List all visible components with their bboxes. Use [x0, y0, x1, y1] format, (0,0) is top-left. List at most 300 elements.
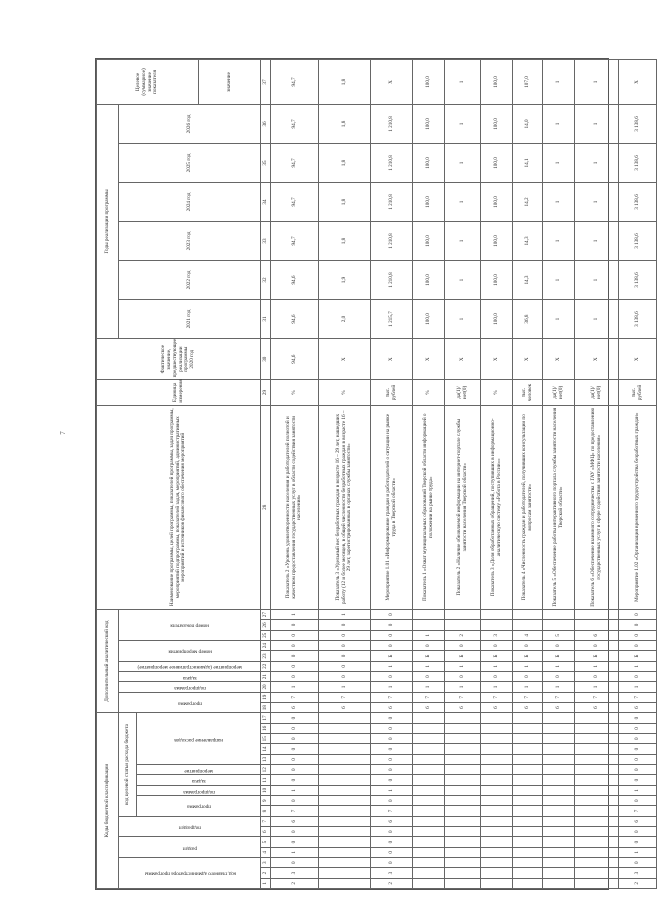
- code-digit: 1: [445, 682, 481, 692]
- column-number: 1: [261, 878, 271, 888]
- code-digit: [413, 734, 445, 744]
- code-digit: 7: [271, 692, 319, 702]
- code-digit: [575, 609, 619, 619]
- code-digit: 0: [271, 744, 319, 754]
- code-digit: 0: [619, 609, 657, 619]
- row-year-value: 2,0: [319, 300, 371, 339]
- code-digit: 6: [619, 816, 657, 826]
- code-digit: 6: [371, 816, 413, 826]
- header-year: 2022 год: [119, 261, 261, 300]
- code-digit: 0: [271, 796, 319, 806]
- row-year-value: 1: [575, 104, 619, 143]
- code-digit: [481, 734, 513, 744]
- row-year-value: 1: [445, 261, 481, 300]
- code-digit: [513, 723, 543, 733]
- code-digit: 1: [481, 661, 513, 671]
- code-digit: 1: [575, 661, 619, 671]
- code-digit: [319, 868, 371, 878]
- code-digit: 1: [371, 682, 413, 692]
- code-digit: [445, 775, 481, 785]
- code-digit: [481, 837, 513, 847]
- code-digit: [319, 796, 371, 806]
- code-digit: [513, 713, 543, 723]
- code-digit: 0: [319, 620, 371, 630]
- code-digit: 1: [319, 609, 371, 619]
- code-digit: 1: [481, 682, 513, 692]
- code-digit: [575, 754, 619, 764]
- row-year-value: 3 138,6: [619, 221, 657, 260]
- row-target: 100,0: [413, 60, 445, 105]
- code-digit: 6: [575, 702, 619, 712]
- row-factual: Х: [619, 339, 657, 380]
- code-digit: 0: [319, 630, 371, 640]
- column-number: 16: [261, 723, 271, 733]
- code-digit: [481, 847, 513, 857]
- code-digit: 3: [271, 868, 319, 878]
- code-digit: [481, 609, 513, 619]
- column-number: 25: [261, 630, 271, 640]
- page-number: 7: [58, 431, 67, 435]
- column-number: 23: [261, 651, 271, 661]
- column-number: 4: [261, 847, 271, 857]
- code-digit: 0: [371, 620, 413, 630]
- code-digit: [445, 744, 481, 754]
- code-digit: [413, 827, 445, 837]
- column-number: 35: [261, 143, 271, 182]
- code-digit: [319, 827, 371, 837]
- row-year-value: 1 210,8: [371, 261, 413, 300]
- code-digit: 2: [371, 878, 413, 888]
- code-digit: 7: [575, 692, 619, 702]
- code-digit: [413, 620, 445, 630]
- code-digit: 1: [271, 682, 319, 692]
- header-budget-codes: Коды бюджетной классификации: [97, 713, 119, 889]
- row-year-value: 100,0: [413, 261, 445, 300]
- code-digit: [575, 723, 619, 733]
- column-number: 18: [261, 702, 271, 712]
- code-digit: 0: [371, 827, 413, 837]
- code-digit: 6: [513, 702, 543, 712]
- row-year-value: 1: [575, 182, 619, 221]
- column-number: 9: [261, 796, 271, 806]
- code-digit: 3: [619, 868, 657, 878]
- row-target: 1: [575, 60, 619, 105]
- row-year-value: 3 138,6: [619, 182, 657, 221]
- code-digit: 0: [445, 671, 481, 681]
- code-digit: 0: [319, 661, 371, 671]
- code-digit: [513, 744, 543, 754]
- code-digit: 0: [619, 744, 657, 754]
- code-digit: [543, 620, 575, 630]
- code-digit: [413, 847, 445, 857]
- row-unit: тыс. рублей: [619, 380, 657, 405]
- code-digit: 1: [319, 682, 371, 692]
- code-digit: 7: [271, 806, 319, 816]
- row-name: Показатель 2 «Наличие обновляемой информации на интернет-портале службы занятости населения Тверской области»: [445, 405, 481, 609]
- code-digit: 0: [371, 796, 413, 806]
- program-indicators-table: [96, 59, 657, 889]
- code-digit: 0: [371, 744, 413, 754]
- column-number: 27: [261, 609, 271, 619]
- row-year-value: 100,0: [481, 182, 513, 221]
- row-unit: тыс. рублей: [371, 380, 413, 405]
- row-unit: да(1)/ нет(0): [543, 380, 575, 405]
- column-number: 13: [261, 754, 271, 764]
- header-program: программа: [137, 796, 261, 817]
- code-digit: 0: [371, 847, 413, 857]
- code-digit: 0: [619, 734, 657, 744]
- code-digit: [513, 847, 543, 857]
- row-name: Показатель 5 «Обеспечение работы интерактивного портала службы занятости населения Тверской области»: [543, 405, 575, 609]
- column-number: 31: [261, 300, 271, 339]
- code-digit: 1: [619, 785, 657, 795]
- code-digit: 0: [271, 661, 319, 671]
- code-digit: 0: [371, 723, 413, 733]
- header-subsection: подраздел: [119, 816, 261, 837]
- code-digit: 0: [271, 651, 319, 661]
- column-number: 7: [261, 816, 271, 826]
- row-unit: тыс. человек: [513, 380, 543, 405]
- code-digit: 0: [271, 723, 319, 733]
- code-digit: [481, 868, 513, 878]
- row-year-value: 100,0: [481, 143, 513, 182]
- header-admin: код главного администратора программы: [119, 858, 261, 889]
- row-year-value: 100,0: [413, 143, 445, 182]
- header-factual: Фактическое значение, предшествующее реализации программы 2020 год: [97, 339, 261, 380]
- column-number: 17: [261, 713, 271, 723]
- code-digit: [445, 734, 481, 744]
- code-digit: 6: [371, 702, 413, 712]
- code-digit: 6: [445, 702, 481, 712]
- code-digit: [445, 806, 481, 816]
- code-digit: [445, 609, 481, 619]
- row-year-value: 100,0: [481, 221, 513, 260]
- column-number: 8: [261, 806, 271, 816]
- header-subprogram: подпрограмма: [137, 785, 261, 795]
- row-unit: %: [481, 380, 513, 405]
- code-digit: [445, 837, 481, 847]
- column-number: 24: [261, 640, 271, 650]
- code-digit: [413, 806, 445, 816]
- code-digit: 1: [413, 630, 445, 640]
- row-year-value: 1 210,8: [371, 182, 413, 221]
- code-digit: [319, 858, 371, 868]
- header-an-measure-number: номер мероприятия: [119, 640, 261, 661]
- row-name: Показатель 1 «Охват муниципальных образований Тверской области информацией о положении на рынке труда»: [413, 405, 445, 609]
- code-digit: 0: [413, 671, 445, 681]
- code-digit: [445, 858, 481, 868]
- code-digit: Б: [513, 651, 543, 661]
- code-digit: [543, 816, 575, 826]
- code-digit: [575, 620, 619, 630]
- rotated-table-frame: [95, 58, 643, 890]
- column-number: 30: [261, 339, 271, 380]
- code-digit: [445, 827, 481, 837]
- code-digit: [445, 754, 481, 764]
- header-unit: Единица измерения: [97, 380, 261, 405]
- code-digit: 1: [413, 682, 445, 692]
- code-digit: [575, 847, 619, 857]
- code-digit: [481, 620, 513, 630]
- code-digit: Б: [543, 651, 575, 661]
- table-row: [513, 60, 543, 889]
- code-digit: 0: [271, 630, 319, 640]
- row-year-value: 1 210,8: [371, 221, 413, 260]
- code-digit: [413, 765, 445, 775]
- code-digit: 1: [445, 661, 481, 671]
- code-digit: [481, 765, 513, 775]
- header-year: 2024 год: [119, 182, 261, 221]
- code-digit: 0: [319, 640, 371, 650]
- code-digit: 6: [271, 816, 319, 826]
- row-year-value: 1: [575, 221, 619, 260]
- row-year-value: 3 138,6: [619, 300, 657, 339]
- column-number: 28: [261, 405, 271, 609]
- code-digit: 0: [445, 640, 481, 650]
- code-digit: 1: [619, 661, 657, 671]
- column-number: 2: [261, 868, 271, 878]
- code-digit: 1: [413, 661, 445, 671]
- row-target: 1: [445, 60, 481, 105]
- code-digit: [481, 754, 513, 764]
- code-digit: 0: [619, 713, 657, 723]
- program-table-rotated: [96, 59, 643, 889]
- code-digit: [445, 847, 481, 857]
- column-number: 36: [261, 104, 271, 143]
- row-year-value: 1,8: [319, 182, 371, 221]
- row-year-value: 1: [543, 104, 575, 143]
- row-year-value: 1: [445, 182, 481, 221]
- code-digit: [575, 806, 619, 816]
- code-digit: 0: [371, 671, 413, 681]
- header-measure: мероприятие: [137, 765, 261, 775]
- code-digit: 0: [371, 837, 413, 847]
- code-digit: [413, 796, 445, 806]
- code-digit: 0: [271, 858, 319, 868]
- code-digit: 0: [413, 640, 445, 650]
- code-digit: [543, 775, 575, 785]
- code-digit: [543, 744, 575, 754]
- row-year-value: 100,0: [413, 182, 445, 221]
- row-target: 1,8: [319, 60, 371, 105]
- code-digit: [575, 868, 619, 878]
- code-digit: 0: [271, 754, 319, 764]
- header-target: Целевое (суммарное) значение показателя: [97, 60, 199, 105]
- row-year-value: 94,7: [271, 143, 319, 182]
- code-digit: [413, 713, 445, 723]
- code-digit: 0: [543, 671, 575, 681]
- column-number: 21: [261, 671, 271, 681]
- code-digit: 0: [271, 713, 319, 723]
- row-year-value: 3 138,6: [619, 143, 657, 182]
- code-digit: [513, 858, 543, 868]
- code-digit: Б: [445, 651, 481, 661]
- code-digit: 0: [619, 620, 657, 630]
- code-digit: 0: [619, 640, 657, 650]
- code-digit: 0: [319, 671, 371, 681]
- column-number: 33: [261, 221, 271, 260]
- code-digit: 7: [543, 692, 575, 702]
- row-year-value: 1,8: [319, 143, 371, 182]
- code-digit: [543, 785, 575, 795]
- code-digit: 6: [481, 702, 513, 712]
- code-digit: [513, 796, 543, 806]
- row-year-value: 100,0: [413, 104, 445, 143]
- code-digit: [543, 806, 575, 816]
- header-expense-direction: направление расходов: [137, 713, 261, 765]
- code-digit: 0: [271, 671, 319, 681]
- header-an-measure-type: мероприятие (административное мероприятие): [119, 661, 261, 671]
- code-digit: [481, 785, 513, 795]
- code-digit: [319, 765, 371, 775]
- row-unit: да(1)/ нет(0): [575, 380, 619, 405]
- code-digit: 7: [371, 692, 413, 702]
- row-year-value: 100,0: [481, 104, 513, 143]
- code-digit: 0: [319, 651, 371, 661]
- column-number: 26: [261, 620, 271, 630]
- row-year-value: 1: [543, 261, 575, 300]
- code-digit: 0: [371, 630, 413, 640]
- column-number: 14: [261, 744, 271, 754]
- column-number: 37: [261, 60, 271, 105]
- code-digit: 6: [543, 702, 575, 712]
- code-digit: 0: [271, 734, 319, 744]
- code-digit: [413, 816, 445, 826]
- code-digit: 1: [575, 682, 619, 692]
- code-digit: 5: [543, 630, 575, 640]
- table-row: [413, 60, 445, 889]
- code-digit: 6: [271, 702, 319, 712]
- header-target-expense: код целевой статьи расхода бюджета: [119, 713, 137, 816]
- code-digit: [543, 827, 575, 837]
- code-digit: [481, 744, 513, 754]
- code-digit: 2: [619, 878, 657, 888]
- row-factual: Х: [575, 339, 619, 380]
- table-row: [575, 60, 619, 889]
- column-number: 6: [261, 827, 271, 837]
- code-digit: 0: [271, 640, 319, 650]
- code-digit: 7: [445, 692, 481, 702]
- code-digit: [513, 609, 543, 619]
- code-digit: [319, 878, 371, 888]
- code-digit: 7: [319, 692, 371, 702]
- row-name: Мероприятие 1.02 «Организация временного трудоустройства безработных граждан»: [619, 405, 657, 609]
- code-digit: 1: [543, 661, 575, 671]
- code-digit: [445, 868, 481, 878]
- row-year-value: 1: [575, 261, 619, 300]
- table-row: [271, 60, 319, 889]
- row-year-value: 36,8: [513, 300, 543, 339]
- code-digit: 0: [543, 640, 575, 650]
- header-an-program: программа: [119, 692, 261, 713]
- code-digit: 4: [513, 630, 543, 640]
- table-row: [543, 60, 575, 889]
- code-digit: [319, 785, 371, 795]
- row-target: 107,0: [513, 60, 543, 105]
- row-year-value: 94,7: [271, 182, 319, 221]
- code-digit: 0: [619, 671, 657, 681]
- code-digit: Б: [619, 651, 657, 661]
- code-digit: [445, 713, 481, 723]
- code-digit: [575, 878, 619, 888]
- row-year-value: 1 210,8: [371, 104, 413, 143]
- code-digit: 1: [271, 609, 319, 619]
- code-digit: [481, 796, 513, 806]
- table-row: [319, 60, 371, 889]
- code-digit: 0: [371, 609, 413, 619]
- code-digit: [575, 858, 619, 868]
- code-digit: 7: [513, 692, 543, 702]
- code-digit: [413, 775, 445, 785]
- code-digit: [513, 806, 543, 816]
- row-year-value: 100,0: [413, 300, 445, 339]
- code-digit: [413, 723, 445, 733]
- row-year-value: 1: [543, 143, 575, 182]
- row-year-value: 94,7: [271, 221, 319, 260]
- code-digit: [319, 744, 371, 754]
- code-digit: [513, 868, 543, 878]
- code-digit: 0: [513, 640, 543, 650]
- row-unit: %: [319, 380, 371, 405]
- code-digit: [543, 765, 575, 775]
- code-digit: Б: [371, 651, 413, 661]
- code-digit: [513, 816, 543, 826]
- header-an-subprogram: подпрограмма: [119, 682, 261, 692]
- code-digit: [543, 868, 575, 878]
- row-year-value: 14,2: [513, 182, 543, 221]
- code-digit: [575, 837, 619, 847]
- code-digit: [413, 837, 445, 847]
- header-additional-code: Дополнительный аналитический код: [97, 609, 119, 712]
- row-year-value: 14,1: [513, 143, 543, 182]
- code-digit: 0: [619, 765, 657, 775]
- code-digit: 0: [619, 858, 657, 868]
- code-digit: [575, 713, 619, 723]
- row-unit: %: [271, 380, 319, 405]
- row-year-value: 1: [445, 300, 481, 339]
- column-number: 20: [261, 682, 271, 692]
- row-year-value: 3 138,6: [619, 261, 657, 300]
- code-digit: [543, 837, 575, 847]
- row-target: 100,0: [481, 60, 513, 105]
- row-factual: Х: [481, 339, 513, 380]
- row-target: 94,7: [271, 60, 319, 105]
- row-year-value: 1: [445, 143, 481, 182]
- code-digit: 0: [371, 775, 413, 785]
- code-digit: Б: [481, 651, 513, 661]
- code-digit: [413, 754, 445, 764]
- code-digit: 0: [371, 858, 413, 868]
- code-digit: 1: [271, 785, 319, 795]
- row-year-value: 14,3: [513, 221, 543, 260]
- code-digit: [575, 796, 619, 806]
- code-digit: 0: [619, 630, 657, 640]
- code-digit: Б: [575, 651, 619, 661]
- code-digit: [513, 620, 543, 630]
- code-digit: 1: [513, 661, 543, 671]
- code-digit: [445, 878, 481, 888]
- row-year-value: 100,0: [413, 221, 445, 260]
- code-digit: [319, 723, 371, 733]
- code-digit: [575, 744, 619, 754]
- code-digit: 2: [445, 630, 481, 640]
- code-digit: [413, 609, 445, 619]
- code-digit: [413, 785, 445, 795]
- code-digit: 0: [271, 765, 319, 775]
- code-digit: [543, 713, 575, 723]
- code-digit: [445, 816, 481, 826]
- row-year-value: 14,3: [513, 261, 543, 300]
